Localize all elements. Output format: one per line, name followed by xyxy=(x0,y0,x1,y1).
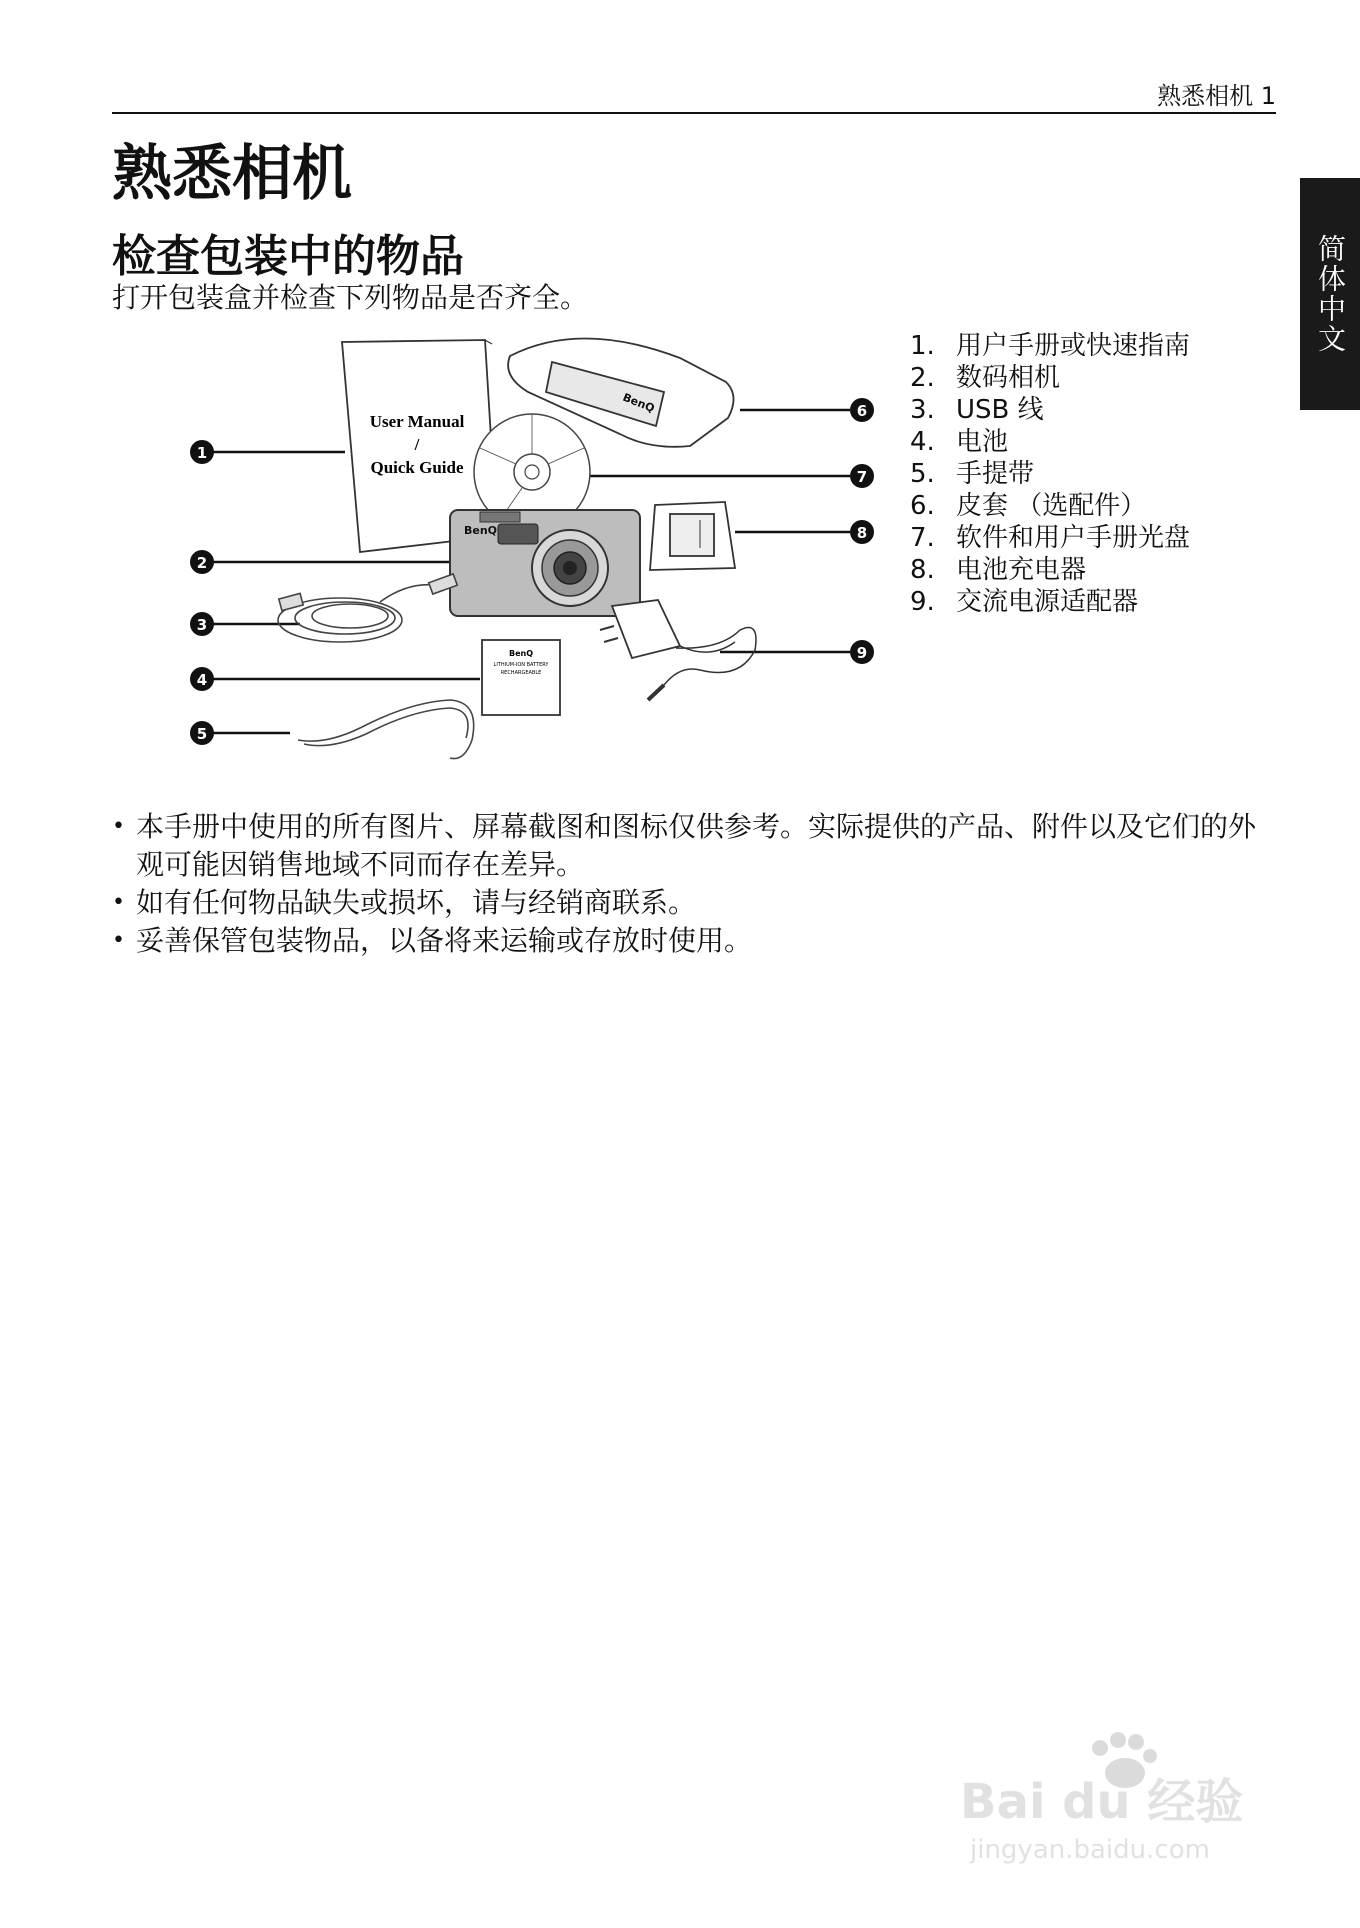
section-title: 检查包装中的物品 xyxy=(112,231,464,282)
running-header: 熟悉相机 1 xyxy=(1157,82,1276,110)
list-item xyxy=(910,362,1190,394)
list-item-number: 4. xyxy=(910,427,935,457)
list-item-label: 电池 xyxy=(956,427,1009,457)
baidu-watermark xyxy=(950,1728,1290,1868)
intro-text: 打开包装盒并检查下列物品是否齐全。 xyxy=(112,281,589,314)
svg-text:7: 7 xyxy=(856,468,868,486)
callout-3 xyxy=(190,612,214,636)
wrist-strap-illustration xyxy=(298,700,474,759)
list-item-label: 交流电源适配器 xyxy=(956,587,1139,617)
list-item-number: 8. xyxy=(910,555,935,585)
contents-list xyxy=(910,330,1190,618)
package-contents-illustration xyxy=(180,330,900,780)
list-item-label: 皮套 （选配件） xyxy=(956,491,1147,521)
battery-charger-illustration xyxy=(650,502,735,570)
callout-1 xyxy=(190,440,214,464)
svg-text:1: 1 xyxy=(196,444,208,462)
svg-text:8: 8 xyxy=(856,524,868,542)
language-tab-label: 简体中文 xyxy=(1314,234,1347,354)
list-item-number: 9. xyxy=(910,587,935,617)
svg-text:4: 4 xyxy=(196,671,208,689)
manual-title-line3: Quick Guide xyxy=(370,458,464,477)
svg-text:5: 5 xyxy=(196,725,208,743)
callout-5 xyxy=(190,721,214,745)
list-item xyxy=(910,554,1190,586)
notes-list xyxy=(112,808,1276,960)
list-item-number: 5. xyxy=(910,459,935,489)
callout-9 xyxy=(850,640,874,664)
list-item-label: 电池充电器 xyxy=(956,555,1087,585)
watermark-brand: Bai du 经验 xyxy=(960,1774,1244,1830)
list-item xyxy=(910,458,1190,490)
note-item: • 妥善保管包装物品，以备将来运输或存放时使用。 xyxy=(112,922,1276,960)
list-item xyxy=(910,586,1190,618)
list-item-number: 3. xyxy=(910,395,935,425)
list-item-label: USB 线 xyxy=(956,395,1044,425)
callout-6 xyxy=(850,398,874,422)
watermark-url: jingyan.baidu.com xyxy=(970,1835,1210,1865)
battery-brand-label: BenQ xyxy=(508,649,534,658)
list-item-label: 软件和用户手册光盘 xyxy=(956,523,1191,553)
list-item-label: 手提带 xyxy=(956,459,1035,489)
battery-rechargeable-label: RECHARGEABLE xyxy=(500,670,542,676)
list-item xyxy=(910,426,1190,458)
language-tab xyxy=(1300,178,1360,410)
list-item xyxy=(910,522,1190,554)
list-item-number: 2. xyxy=(910,363,935,393)
ac-adapter-illustration xyxy=(600,600,756,700)
list-item-label: 用户手册或快速指南 xyxy=(956,331,1191,361)
page-title: 熟悉相机 xyxy=(112,139,352,209)
case-brand-label: BenQ xyxy=(620,390,657,416)
battery-type-label: LITHIUM-ION BATTERY xyxy=(493,662,549,668)
battery-illustration xyxy=(482,640,560,715)
callout-8 xyxy=(850,520,874,544)
callout-7 xyxy=(850,464,874,488)
list-item xyxy=(910,394,1190,426)
manual-title-line2: / xyxy=(414,435,420,454)
usb-cable-illustration xyxy=(278,574,457,642)
list-item-number: 7. xyxy=(910,523,935,553)
svg-text:3: 3 xyxy=(196,616,208,634)
svg-text:9: 9 xyxy=(856,644,868,662)
camera-brand-label: BenQ xyxy=(464,524,498,537)
header-rule xyxy=(112,112,1276,114)
note-item: • 本手册中使用的所有图片、屏幕截图和图标仅供参考。实际提供的产品、附件以及它们的外观可能因销售地域不同而存在差异。 xyxy=(112,808,1276,884)
list-item-number: 6. xyxy=(910,491,935,521)
svg-text:2: 2 xyxy=(196,554,208,572)
list-item-number: 1. xyxy=(910,331,935,361)
callout-2 xyxy=(190,550,214,574)
note-item: • 如有任何物品缺失或损坏，请与经销商联系。 xyxy=(112,884,1276,922)
manual-title-line1: User Manual xyxy=(369,412,465,431)
list-item-label: 数码相机 xyxy=(956,363,1061,393)
callout-4 xyxy=(190,667,214,691)
list-item xyxy=(910,490,1190,522)
svg-text:6: 6 xyxy=(856,402,868,420)
list-item xyxy=(910,330,1190,362)
camera-illustration xyxy=(450,510,640,616)
